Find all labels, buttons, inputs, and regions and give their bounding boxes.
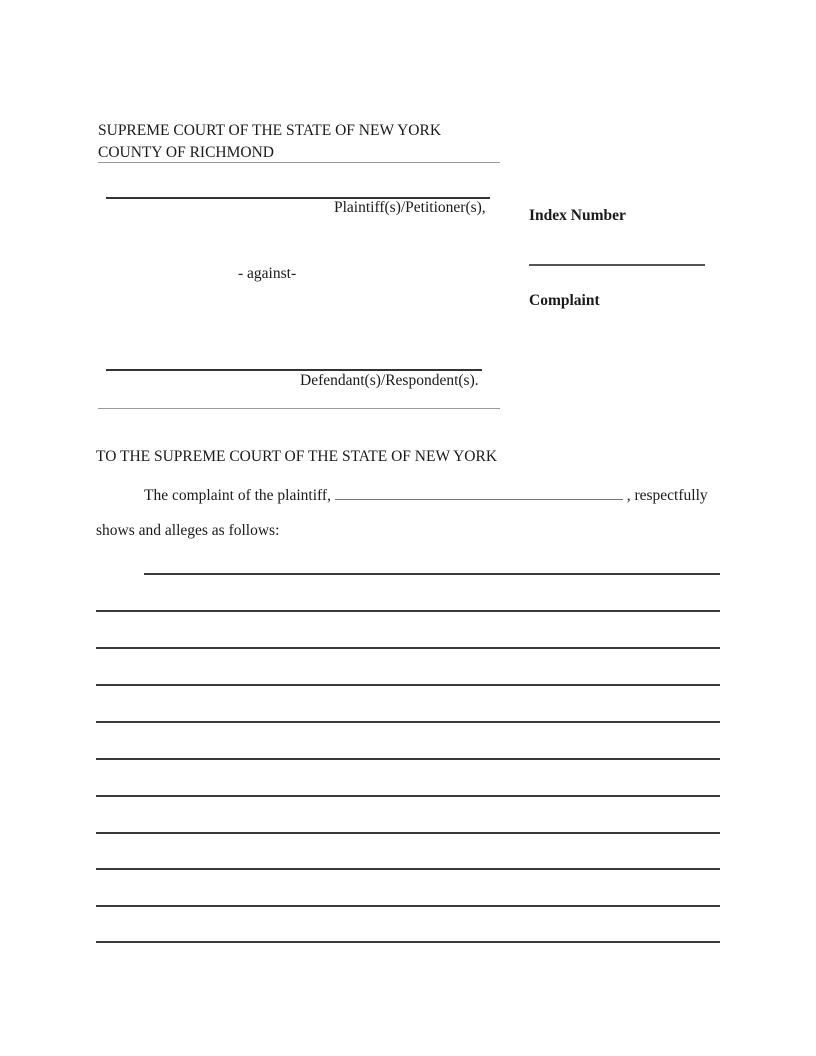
- court-name: SUPREME COURT OF THE STATE OF NEW YORK: [98, 122, 442, 139]
- against-label: - against-: [238, 265, 297, 282]
- allegation-line[interactable]: [96, 868, 720, 870]
- county-name: COUNTY OF RICHMOND: [98, 144, 274, 161]
- allegation-line[interactable]: [144, 573, 720, 575]
- defendant-label: Defendant(s)/Respondent(s).: [300, 372, 479, 389]
- addressee-heading: TO THE SUPREME COURT OF THE STATE OF NEW YORK: [96, 448, 498, 465]
- caption-top-divider: [98, 162, 500, 163]
- intro-continued: shows and alleges as follows:: [96, 522, 280, 539]
- caption-bottom-divider: [98, 408, 500, 409]
- allegation-line[interactable]: [96, 905, 720, 907]
- allegation-line[interactable]: [96, 758, 720, 760]
- allegation-line[interactable]: [96, 684, 720, 686]
- allegation-line[interactable]: [96, 647, 720, 649]
- index-number-label: Index Number: [529, 207, 626, 224]
- document-type-title: Complaint: [529, 292, 600, 309]
- intro-paragraph: [144, 485, 708, 505]
- allegation-line[interactable]: [96, 832, 720, 834]
- allegation-line[interactable]: [96, 941, 720, 943]
- allegation-line[interactable]: [96, 795, 720, 797]
- plaintiff-name-inline-field[interactable]: [335, 485, 623, 500]
- defendant-name-field[interactable]: [106, 369, 482, 371]
- allegation-line[interactable]: [96, 610, 720, 612]
- index-number-field[interactable]: [529, 264, 705, 266]
- intro-suffix: , respectfully: [626, 487, 708, 504]
- allegation-line[interactable]: [96, 721, 720, 723]
- intro-prefix: The complaint of the plaintiff,: [144, 487, 331, 504]
- plaintiff-label: Plaintiff(s)/Petitioner(s),: [334, 199, 486, 216]
